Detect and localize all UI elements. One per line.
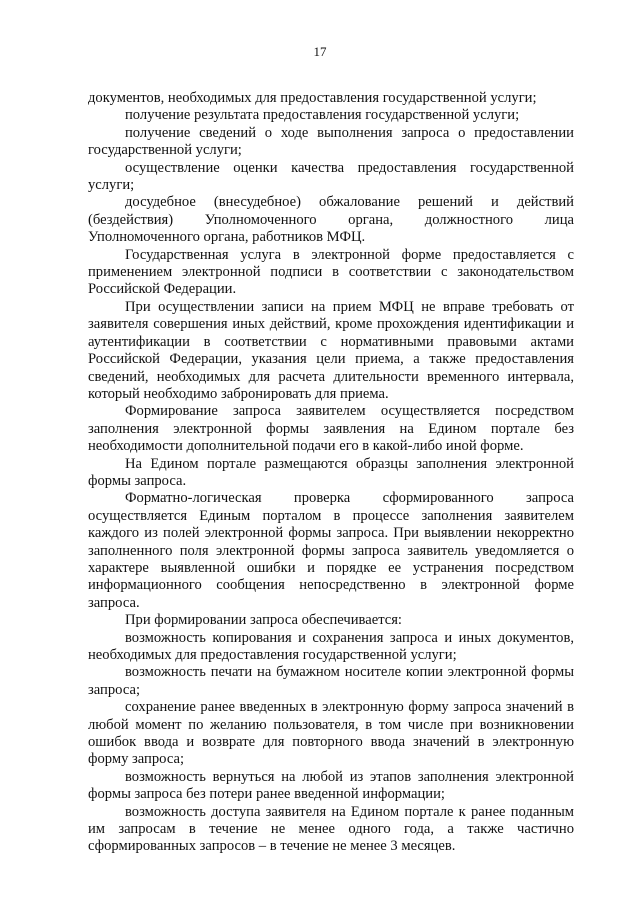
paragraph: возможность копирования и сохранения запроса и иных документов, необходимых для предоставления государственной услуги; [88,629,574,663]
document-body [88,90,574,856]
paragraph: Формирование запроса заявителем осуществляется посредством заполнения электронной формы заявления на Едином портале без необходимости дополнительной подачи его в какой-либо иной форме. [88,403,574,455]
paragraph: На Едином портале размещаются образцы заполнения электронной формы запроса. [88,455,574,489]
paragraph: При формировании запроса обеспечивается: [125,612,402,629]
paragraph: При осуществлении записи на прием МФЦ не вправе требовать от заявителя совершения иных действий, кроме прохождения идентификации и аутентификации в соответствии с нормативными правовыми актами Российской Федерации, указания цели приема, а также предоставления сведений, необходимых для расчета длительности временного интервала, который необходимо забронировать для приема. [88,298,574,402]
paragraph: Форматно-логическая проверка сформированного запроса осуществляется Единым порталом в процессе заполнения заявителем каждого из полей электронной формы запроса. При выявлении некорректно заполненного поля электронной формы запроса заявитель уведомляется о характере выявленной ошибки и порядке ее устранения посредством информационного сообщения непосредственно в электронной форме запроса. [88,490,574,611]
paragraph: Государственная услуга в электронной форме предоставляется с применением электронной подписи в соответствии с законодательством Российской Федерации. [88,246,574,298]
paragraph: документов, необходимых для предоставления государственной услуги; [88,90,537,106]
paragraph: возможность вернуться на любой из этапов заполнения электронной формы запроса без потери ранее введенной информации; [88,768,574,803]
paragraph: получение сведений о ходе выполнения запроса о предоставлении государственной услуги; [88,124,574,159]
paragraph: сохранение ранее введенных в электронную форму запроса значений в любой момент по желанию пользователя, в том числе при возникновении ошибок ввода и возврате для повторного ввода значений в электронную форму запроса; [88,699,574,768]
page-number: 17 [313,44,327,59]
paragraph: возможность доступа заявителя на Едином портале к ранее поданным им запросам в течение не менее одного года, а также частично сформированных запросов – в течение не менее 3 месяцев. [88,803,574,855]
paragraph: получение результата предоставления государственной услуги; [125,107,520,124]
paragraph: осуществление оценки качества предоставления государственной услуги; [88,159,574,194]
paragraph: досудебное (внесудебное) обжалование решений и действий (бездействия) Уполномоченного органа, должностного лица Уполномоченного органа, работников МФЦ. [88,194,574,246]
paragraph: возможность печати на бумажном носителе копии электронной формы запроса; [88,664,574,698]
